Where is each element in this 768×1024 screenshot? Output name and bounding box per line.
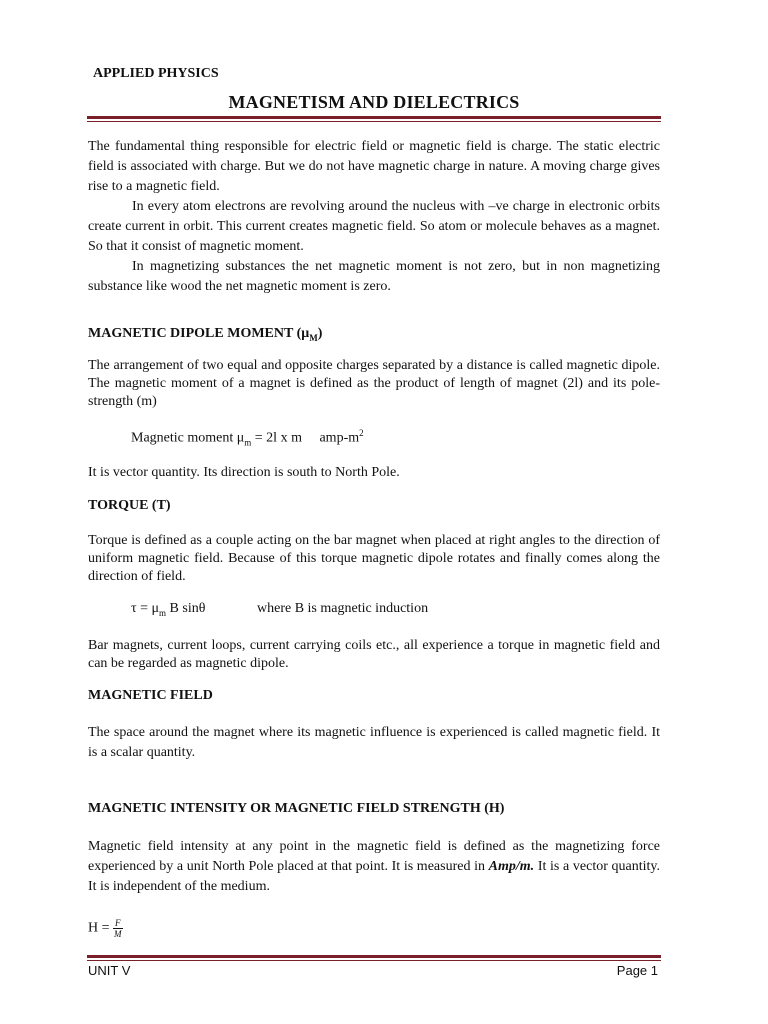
footer-rule-thick (87, 955, 661, 958)
subject-label: APPLIED PHYSICS (93, 66, 219, 81)
page-title: MAGNETISM AND DIELECTRICS (228, 92, 520, 112)
footer-unit-label: UNIT V (88, 963, 131, 978)
magnetic-intensity-heading: MAGNETIC INTENSITY OR MAGNETIC FIELD STRENGTH (H) (88, 801, 505, 816)
torque-heading: TORQUE (T) (88, 498, 171, 513)
title-rule-thick (87, 116, 661, 119)
intro-paragraph-2: In every atom electrons are revolving around the nucleus with –ve charge in electronic orbits create current in orbit. This current creates magnetic field. So atom or molecule behaves as a magnet. So that it consist of magnetic moment. (88, 199, 660, 254)
dipole-direction-text: It is vector quantity. Its direction is south to North Pole. (88, 465, 400, 480)
footer-page-number: Page 1 (616, 963, 658, 978)
intro-paragraph-1: The fundamental thing responsible for electric field or magnetic field is charge. The static electric field is associated with charge. But we do not have magnetic charge in nature. A moving charge gives rise to a magnetic field. (88, 139, 660, 194)
magnetic-moment-formula: Magnetic moment $\mu_m = 2l$ x m amp-$m^2$ (131, 428, 364, 448)
magnetic-intensity-paragraph: Magnetic field intensity at any point in the magnetic field is defined as the magnetizing force experienced by a unit North Pole placed at that point. It is measured in Amp/m. It is a vector quantity. It is independent of the medium. (88, 839, 660, 894)
field-intensity-formula: H = $\frac{F}{M}$ (88, 918, 122, 939)
dipole-paragraph: The arrangement of two equal and opposite charges separated by a distance is called magnetic dipole. The magnetic moment of a magnet is defined as the product of length of magnet (2l) and its pole-strength (m) (88, 358, 660, 409)
torque-formula: $\tau = \mu_m$ B sinθ (131, 601, 206, 618)
torque-formula-note: where B is magnetic induction (257, 601, 429, 616)
torque-paragraph: Torque is defined as a couple acting on the bar magnet when placed at right angles to the direction of uniform magnetic field. Because of this torque magnetic dipole rotates and finally comes along the direction of field. (88, 533, 660, 584)
dipole-heading: MAGNETIC DIPOLE MOMENT $(\mu_M)$ (88, 326, 323, 343)
intro-paragraph-3: In magnetizing substances the net magnetic moment is not zero, but in non magnetizing substance like wood the net magnetic moment is zero. (88, 259, 660, 294)
magnetic-field-heading: MAGNETIC FIELD (88, 688, 213, 703)
title-rule-thin (87, 121, 661, 122)
magnetic-field-paragraph: The space around the magnet where its magnetic influence is experienced is called magnetic field. It is a scalar quantity. (88, 725, 660, 760)
footer-rule-thin (87, 960, 661, 961)
torque-dipole-paragraph: Bar magnets, current loops, current carrying coils etc., all experience a torque in magnetic field and can be regarded as magnetic dipole. (88, 638, 660, 671)
